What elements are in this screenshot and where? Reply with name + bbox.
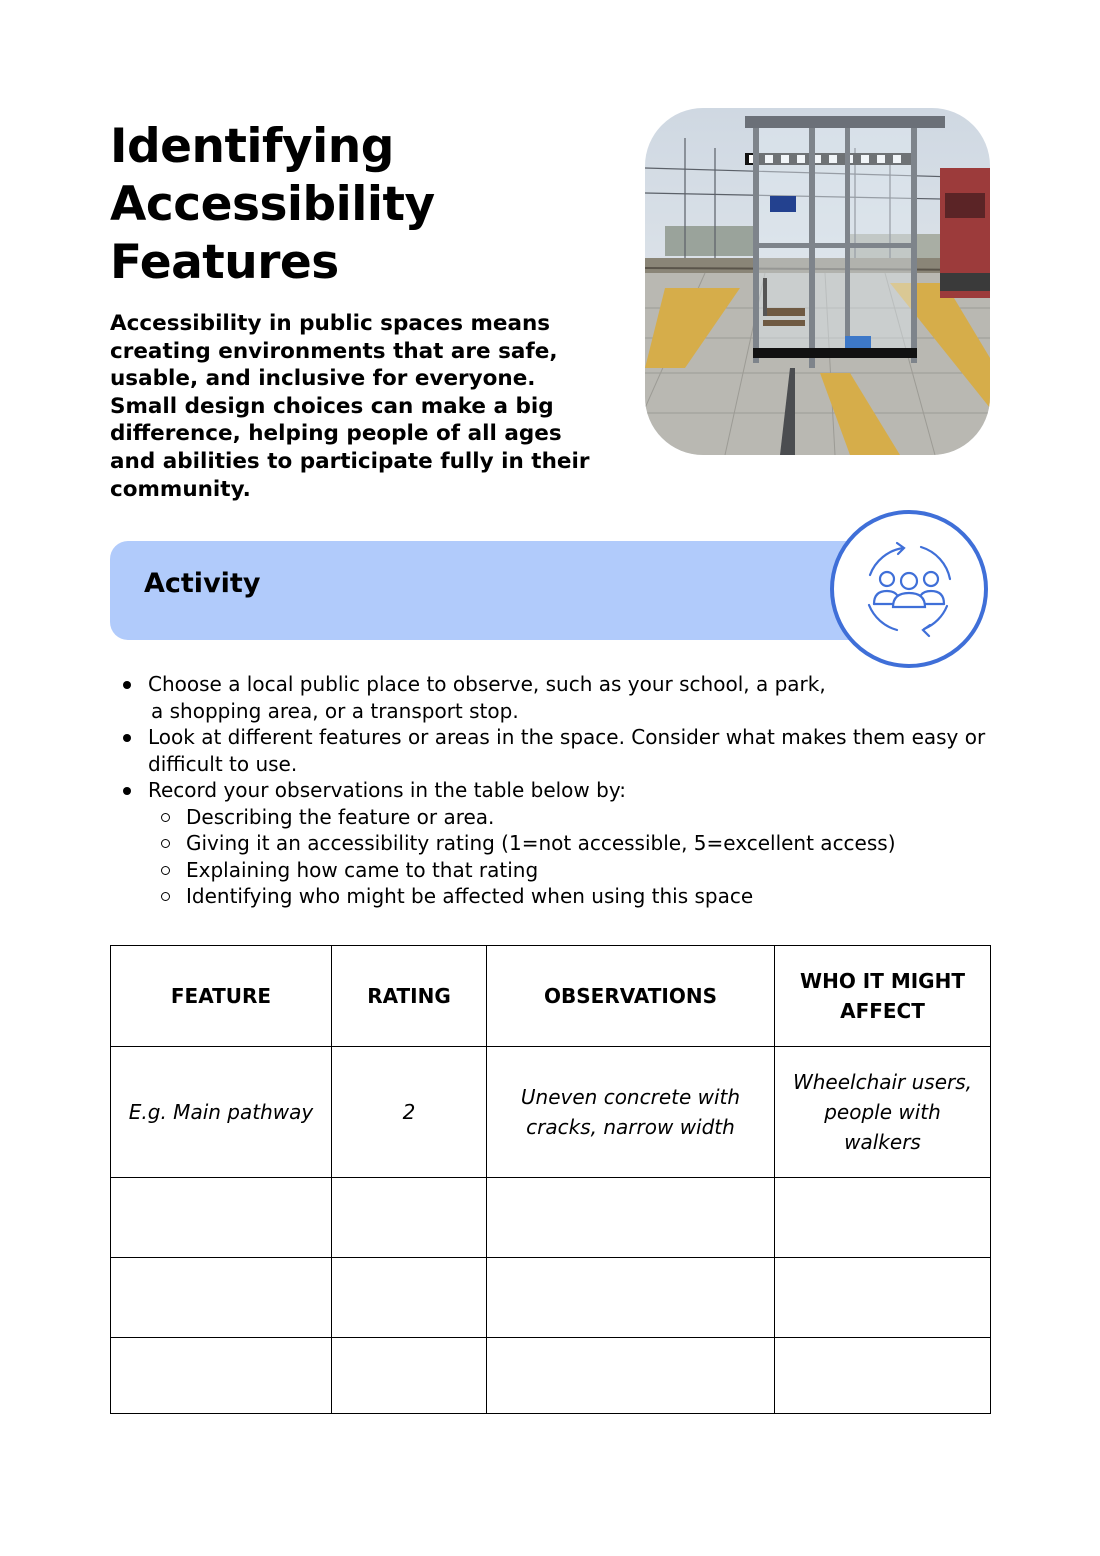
title-line: Features	[110, 235, 339, 290]
blank-cell[interactable]	[332, 1258, 487, 1338]
header-who-it-might-affect: WHO IT MIGHT AFFECT	[775, 946, 991, 1047]
table-row	[111, 1047, 991, 1178]
title-line: Identifying	[110, 119, 394, 174]
example-rating-cell: 2	[332, 1047, 487, 1178]
header-rating: RATING	[332, 946, 487, 1047]
sub-list-item: Describing the feature or area.	[110, 804, 990, 831]
blank-cell[interactable]	[332, 1178, 487, 1258]
table-row	[111, 1258, 991, 1338]
intro-paragraph: Accessibility in public spaces means creating environments that are safe, usable, and inclusive for everyone. Small design choices can make a big difference, helping people of all ages and abilities to participate fully in their community.	[110, 311, 590, 502]
activity-heading: Activity	[144, 568, 261, 599]
blank-cell[interactable]	[487, 1178, 775, 1258]
list-item	[110, 777, 990, 804]
group-people-icon	[829, 509, 989, 669]
list-item	[110, 671, 990, 724]
header-observations: OBSERVATIONS	[487, 946, 775, 1047]
sub-list-item: Giving it an accessibility rating (1=not accessible, 5=excellent access)	[110, 830, 990, 857]
blank-cell[interactable]	[775, 1178, 991, 1258]
title-line: Accessibility	[110, 177, 435, 232]
activity-instructions	[110, 671, 990, 910]
table-header-row	[111, 946, 991, 1047]
blank-cell[interactable]	[775, 1338, 991, 1414]
example-observations-cell: Uneven concrete with cracks, narrow width	[487, 1047, 775, 1178]
blank-cell[interactable]	[111, 1178, 332, 1258]
table-row	[111, 1338, 991, 1414]
transport-stop-photo	[645, 108, 990, 455]
blank-cell[interactable]	[111, 1258, 332, 1338]
example-feature-cell: E.g. Main pathway	[111, 1047, 332, 1178]
table-row	[111, 1178, 991, 1258]
list-item	[110, 724, 990, 777]
blank-cell[interactable]	[332, 1338, 487, 1414]
blank-cell[interactable]	[487, 1258, 775, 1338]
sub-list-item: Explaining how came to that rating	[110, 857, 990, 884]
page-title	[110, 118, 610, 292]
blank-cell[interactable]	[111, 1338, 332, 1414]
blank-cell[interactable]	[487, 1338, 775, 1414]
example-affected-cell: Wheelchair users, people with walkers	[775, 1047, 991, 1178]
bullet-text: Look at different features or areas in the space. Consider what makes them easy or difficult to use.	[148, 725, 986, 776]
bullet-text: Choose a local public place to observe, such as your school, a park,	[148, 672, 826, 696]
header-feature: FEATURE	[111, 946, 332, 1047]
observation-table	[110, 945, 991, 1414]
blank-cell[interactable]	[775, 1258, 991, 1338]
bullet-text-continued: a shopping area, or a transport stop.	[151, 698, 519, 723]
bullet-text: Record your observations in the table below by:	[148, 778, 626, 802]
sub-list-item: Identifying who might be affected when using this space	[110, 883, 990, 910]
